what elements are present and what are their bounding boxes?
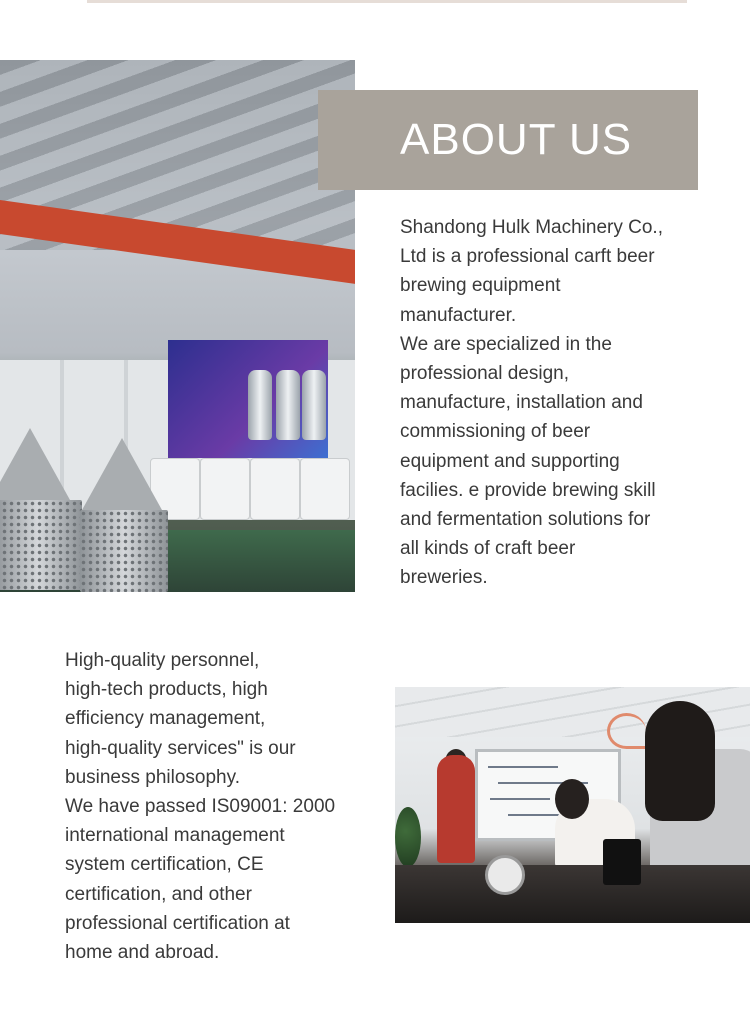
attendee-hair — [645, 701, 715, 821]
intro-line: equipment and supporting — [400, 450, 620, 472]
philosophy-line: high-quality services" is our — [65, 737, 296, 759]
steel-basket — [0, 500, 82, 590]
steel-basket — [80, 510, 168, 592]
white-drum — [250, 458, 300, 520]
intro-line: professional design, — [400, 363, 569, 385]
philosophy-line: international management — [65, 825, 285, 847]
steel-cone — [0, 428, 70, 500]
philosophy-line: We have passed IS09001: 2000 — [65, 796, 336, 818]
intro-line: manufacture, installation and — [400, 392, 643, 414]
intro-line: We are specialized in the — [400, 333, 612, 355]
banner-tank — [302, 370, 326, 440]
intro-line: all kinds of craft beer — [400, 538, 576, 560]
philosophy-line: certification, and other — [65, 883, 252, 905]
intro-line: Shandong Hulk Machinery Co., — [400, 217, 663, 238]
banner-tank — [276, 370, 300, 440]
top-divider — [87, 0, 687, 3]
whiteboard-writing — [488, 766, 558, 768]
intro-line: manufacturer. — [400, 304, 517, 326]
office-meeting-photo — [395, 687, 750, 923]
philosophy-line: home and abroad. — [65, 942, 220, 964]
potted-plant — [395, 807, 421, 867]
intro-line: Ltd is a professional carft beer — [400, 246, 655, 268]
banner-tank — [248, 370, 272, 440]
philosophy-line: business philosophy. — [65, 766, 240, 788]
intro-line: and fermentation solutions for — [400, 509, 651, 531]
philosophy-line: High-quality personnel, — [65, 650, 260, 671]
intro-line: facilies. e provide brewing skill — [400, 479, 656, 501]
wall-logo-graphic — [607, 713, 646, 749]
philosophy-line: system certification, CE — [65, 854, 264, 876]
presenter — [437, 755, 475, 863]
factory-photo — [0, 60, 355, 592]
steel-cone — [82, 438, 162, 510]
white-drum — [300, 458, 350, 520]
pressure-gauge — [485, 855, 525, 895]
intro-line: breweries. — [400, 567, 488, 589]
company-banner — [168, 340, 328, 458]
philosophy-line: efficiency management, — [65, 708, 266, 730]
intro-line: brewing equipment — [400, 275, 561, 297]
meeting-table — [395, 865, 750, 923]
black-mug — [603, 839, 641, 885]
white-drum — [200, 458, 250, 520]
attendee-head — [555, 779, 589, 819]
philosophy-line: high-tech products, high — [65, 679, 268, 701]
philosophy-line: professional certification at — [65, 912, 290, 934]
intro-line: commissioning of beer — [400, 421, 591, 443]
about-title: ABOUT US — [400, 115, 633, 164]
business-philosophy — [65, 646, 340, 967]
whiteboard-writing — [490, 798, 550, 800]
company-intro — [400, 213, 675, 593]
